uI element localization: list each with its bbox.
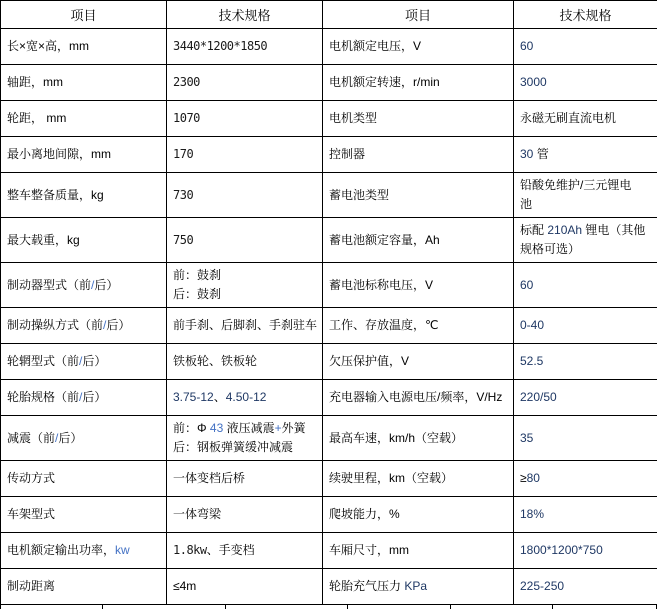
spec-value-cell: 2300 xyxy=(167,65,323,101)
header-spec-right: 技术规格 xyxy=(514,1,657,29)
spec-value-cell: 18% xyxy=(514,497,657,533)
spec-item-cell: 电机额定输出功率，kw xyxy=(1,533,167,569)
table-row xyxy=(1,101,657,137)
table-row xyxy=(1,533,657,569)
header-row xyxy=(1,1,657,29)
spec-item-cell: 轮胎充气压力 KPa xyxy=(323,569,514,605)
spec-value-cell: 225-250 xyxy=(514,569,657,605)
table-row xyxy=(1,461,657,497)
partial-row-divider xyxy=(450,605,451,609)
spec-item-cell: 电机额定电压，V xyxy=(323,29,514,65)
spec-item-cell: 工作、存放温度，℃ xyxy=(323,308,514,344)
spec-item-cell: 减震（前/后） xyxy=(1,416,167,461)
partial-row-divider xyxy=(225,605,226,609)
spec-value-cell: 永磁无刷直流电机 xyxy=(514,101,657,137)
spec-item-cell: 充电器输入电源电压/频率，V/Hz xyxy=(323,380,514,416)
spec-value-cell: 一体变档后桥 xyxy=(167,461,323,497)
partial-row-divider xyxy=(347,605,348,609)
spec-value-cell: 前：鼓刹 后：鼓刹 xyxy=(167,263,323,308)
table-row xyxy=(1,497,657,533)
spec-value-cell: 一体弯梁 xyxy=(167,497,323,533)
spec-value-cell: 730 xyxy=(167,173,323,218)
table-row xyxy=(1,380,657,416)
spec-table-header xyxy=(1,1,657,29)
spec-item-cell: 车架型式 xyxy=(1,497,167,533)
spec-value-cell: 750 xyxy=(167,218,323,263)
spec-table-body xyxy=(1,29,657,605)
spec-value-cell: 60 xyxy=(514,263,657,308)
spec-item-cell: 欠压保护值，V xyxy=(323,344,514,380)
spec-value-cell: 1800*1200*750 xyxy=(514,533,657,569)
spec-item-cell: 轮胎规格（前/后） xyxy=(1,380,167,416)
spec-item-cell: 蓄电池额定容量，Ah xyxy=(323,218,514,263)
table-row xyxy=(1,308,657,344)
spec-value-cell: 标配 210Ah 锂电（其他 规格可选） xyxy=(514,218,657,263)
spec-item-cell: 制动器型式（前/后） xyxy=(1,263,167,308)
spec-item-cell: 车厢尺寸，mm xyxy=(323,533,514,569)
table-row xyxy=(1,173,657,218)
partial-row-divider xyxy=(0,605,1,609)
spec-value-cell: 3440*1200*1850 xyxy=(167,29,323,65)
spec-value-cell: 铁板轮、铁板轮 xyxy=(167,344,323,380)
spec-value-cell: 220/50 xyxy=(514,380,657,416)
spec-value-cell: 1.8kw、手变档 xyxy=(167,533,323,569)
spec-item-cell: 传动方式 xyxy=(1,461,167,497)
spec-value-cell: 前：Φ 43 液压减震+外簧 后：钢板弹簧缓冲减震 xyxy=(167,416,323,461)
spec-item-cell: 控制器 xyxy=(323,137,514,173)
spec-value-cell: ≤4m xyxy=(167,569,323,605)
spec-item-cell: 整车整备质量，kg xyxy=(1,173,167,218)
spec-item-cell: 电机额定转速，r/min xyxy=(323,65,514,101)
partial-row-divider xyxy=(102,605,103,609)
spec-item-cell: 制动距离 xyxy=(1,569,167,605)
spec-value-cell: 铅酸免维护/三元锂电 池 xyxy=(514,173,657,218)
table-row xyxy=(1,29,657,65)
spec-item-cell: 爬坡能力，% xyxy=(323,497,514,533)
table-row xyxy=(1,263,657,308)
spec-item-cell: 最小离地间隙，mm xyxy=(1,137,167,173)
spec-item-cell: 蓄电池标称电压，V xyxy=(323,263,514,308)
next-table-partial-row xyxy=(0,605,657,609)
spec-value-cell: 前手刹、后脚刹、手刹驻车 xyxy=(167,308,323,344)
spec-item-cell: 续驶里程，km（空载） xyxy=(323,461,514,497)
spec-value-cell: 3000 xyxy=(514,65,657,101)
table-row xyxy=(1,137,657,173)
spec-item-cell: 长×宽×高，mm xyxy=(1,29,167,65)
header-item-left: 项目 xyxy=(1,1,167,29)
spec-value-cell: 30 管 xyxy=(514,137,657,173)
spec-item-cell: 最大载重，kg xyxy=(1,218,167,263)
spec-item-cell: 蓄电池类型 xyxy=(323,173,514,218)
spec-item-cell: 轴距，mm xyxy=(1,65,167,101)
table-row xyxy=(1,344,657,380)
partial-row-divider xyxy=(552,605,553,609)
table-row xyxy=(1,569,657,605)
spec-value-cell: ≥80 xyxy=(514,461,657,497)
spec-item-cell: 最高车速，km/h（空载） xyxy=(323,416,514,461)
header-spec-left: 技术规格 xyxy=(167,1,323,29)
table-row xyxy=(1,416,657,461)
spec-value-cell: 170 xyxy=(167,137,323,173)
spec-value-cell: 3.75-12、4.50-12 xyxy=(167,380,323,416)
spec-value-cell: 35 xyxy=(514,416,657,461)
spec-item-cell: 轮距， mm xyxy=(1,101,167,137)
spec-item-cell: 电机类型 xyxy=(323,101,514,137)
header-item-right: 项目 xyxy=(323,1,514,29)
spec-value-cell: 52.5 xyxy=(514,344,657,380)
spec-value-cell: 1070 xyxy=(167,101,323,137)
spec-item-cell: 制动操纵方式（前/后） xyxy=(1,308,167,344)
spec-value-cell: 0-40 xyxy=(514,308,657,344)
spec-value-cell: 60 xyxy=(514,29,657,65)
table-row xyxy=(1,65,657,101)
spec-item-cell: 轮辋型式（前/后） xyxy=(1,344,167,380)
table-row xyxy=(1,218,657,263)
